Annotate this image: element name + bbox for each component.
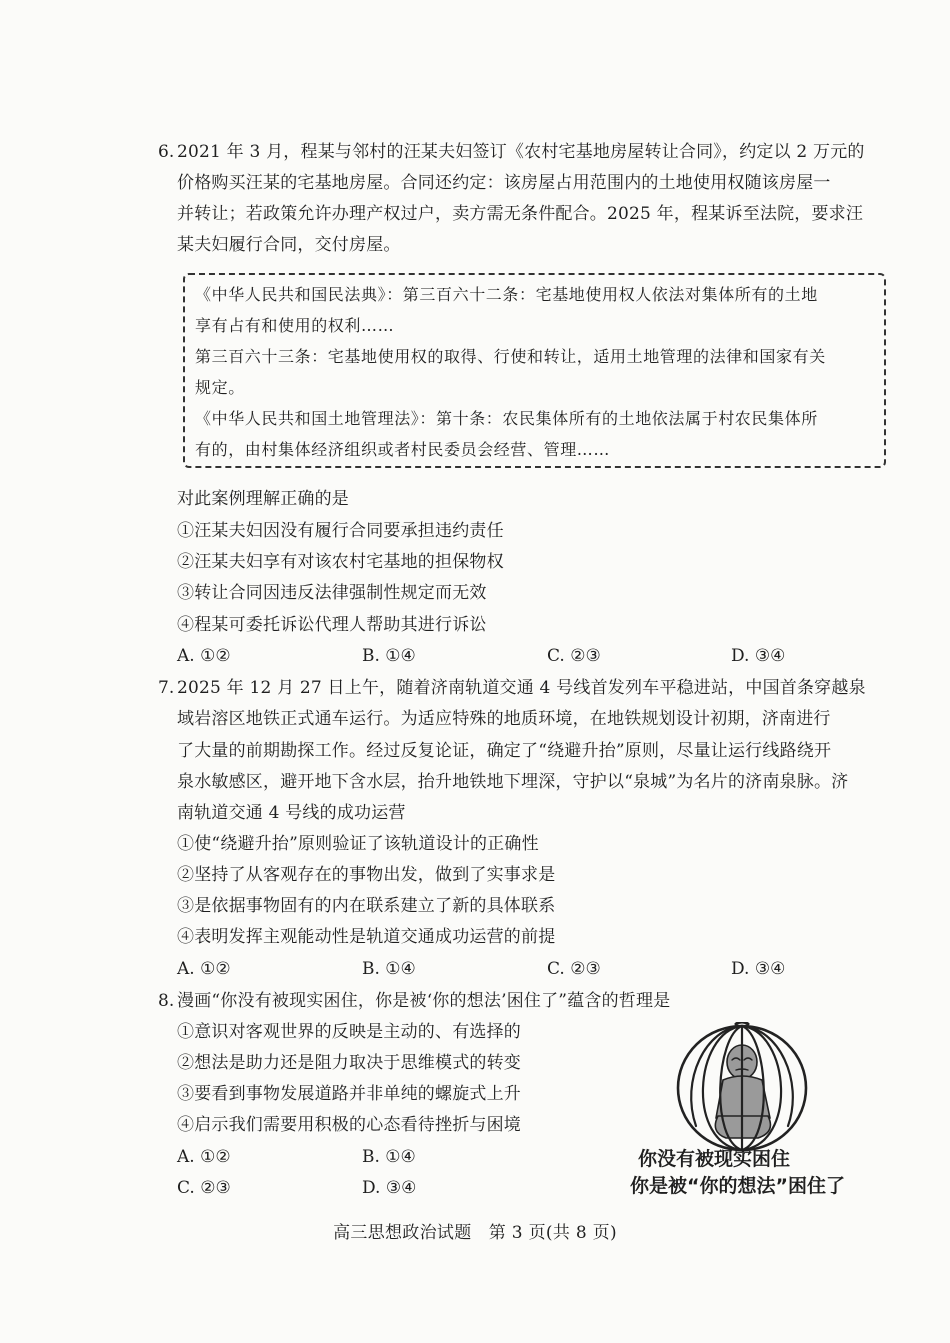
q7-item: ①使“绕避升抬”原则验证了该轨道设计的正确性 (177, 834, 539, 854)
q7-item: ③是依据事物固有的内在联系建立了新的具体联系 (177, 896, 556, 916)
q6-item: ①汪某夫妇因没有履行合同要承担违约责任 (177, 521, 504, 541)
q6-item: ③转让合同因违反法律强制性规定而无效 (177, 583, 487, 603)
q8-item: ②想法是助力还是阻力取决于思维模式的转变 (177, 1053, 521, 1073)
q8-item: ③要看到事物发展道路并非单纯的螺旋式上升 (177, 1084, 521, 1104)
choice-d[interactable]: D. ③④ (731, 959, 786, 979)
legal-text-line: 规定。 (195, 378, 245, 397)
choice-c[interactable]: C. ②③ (547, 959, 601, 979)
q7-stem-line: 了大量的前期勘探工作。经过反复论证，确定了“绕避升抬”原则，尽量让运行线路绕开 (177, 741, 832, 761)
q7-stem-line: 2025 年 12 月 27 日上午，随着济南轨道交通 4 号线首发列车平稳进站，中国首条穿越泉 (177, 678, 866, 698)
choice-a[interactable]: A. ①② (177, 1147, 231, 1167)
q7-stem-line: 域岩溶区地铁正式通车运行。为适应特殊的地质环境，在地铁规划设计初期，济南进行 (177, 709, 831, 729)
q8-item: ①意识对客观世界的反映是主动的、有选择的 (177, 1022, 521, 1042)
cartoon-caption-line: 你是被“你的想法”困住了 (630, 1175, 845, 1197)
choice-c[interactable]: C. ②③ (547, 646, 601, 666)
q8-stem: 漫画“你没有被现实困住，你是被‘你的想法’困住了”蕴含的哲理是 (177, 991, 671, 1011)
q6-stem-line: 某夫妇履行合同，交付房屋。 (177, 235, 401, 255)
legal-text-line: 《中华人民共和国土地管理法》：第十条：农民集体所有的土地依法属于村农民集体所 (195, 409, 818, 428)
legal-text-line: 享有占有和使用的权利…… (195, 316, 395, 335)
legal-text-line: 有的，由村集体经济组织或者村民委员会经营、管理…… (195, 440, 611, 459)
choice-b[interactable]: B. ①④ (362, 959, 416, 979)
q7-item: ②坚持了从客观存在的事物出发，做到了实事求是 (177, 865, 556, 885)
question-number: 7. (158, 678, 175, 698)
q6-prompt: 对此案例理解正确的是 (177, 489, 349, 509)
q6-stem-line: 2021 年 3 月，程某与邻村的汪某夫妇签订《农村宅基地房屋转让合同》，约定以 2 万元的 (177, 142, 865, 162)
cartoon-illustration (630, 1022, 875, 1197)
choice-b[interactable]: B. ①④ (362, 646, 416, 666)
choice-b[interactable]: B. ①④ (362, 1147, 416, 1167)
choice-a[interactable]: A. ①② (177, 959, 231, 979)
legal-text-line: 第三百六十三条：宅基地使用权的取得、行使和转让，适用土地管理的法律和国家有关 (195, 347, 826, 366)
q6-item: ②汪某夫妇享有对该农村宅基地的担保物权 (177, 552, 504, 572)
page-footer: 高三思想政治试题 第 3 页(共 8 页) (333, 1223, 617, 1243)
q7-item: ④表明发挥主观能动性是轨道交通成功运营的前提 (177, 927, 556, 947)
legal-text-line: 《中华人民共和国民法典》：第三百六十二条：宅基地使用权人依法对集体所有的土地 (195, 285, 818, 304)
question-number: 6. (158, 142, 175, 162)
choice-c[interactable]: C. ②③ (177, 1178, 231, 1198)
cartoon-caption-line: 你没有被现实困住 (638, 1148, 791, 1170)
q6-stem-line: 价格购买汪某的宅基地房屋。合同还约定：该房屋占用范围内的土地使用权随该房屋一 (177, 173, 831, 193)
choice-d[interactable]: D. ③④ (362, 1178, 417, 1198)
question-number: 8. (158, 991, 175, 1011)
q8-item: ④启示我们需要用积极的心态看待挫折与困境 (177, 1115, 521, 1135)
q6-item: ④程某可委托诉讼代理人帮助其进行诉讼 (177, 615, 487, 635)
q7-stem-line: 南轨道交通 4 号线的成功运营 (177, 803, 406, 823)
choice-a[interactable]: A. ①② (177, 646, 231, 666)
q6-stem-line: 并转让；若政策允许办理产权过户，卖方需无条件配合。2025 年，程某诉至法院，要求汪 (177, 204, 864, 224)
choice-d[interactable]: D. ③④ (731, 646, 786, 666)
q7-stem-line: 泉水敏感区，避开地下含水层，抬升地铁地下埋深，守护以“泉城”为名片的济南泉脉。济 (177, 772, 849, 792)
